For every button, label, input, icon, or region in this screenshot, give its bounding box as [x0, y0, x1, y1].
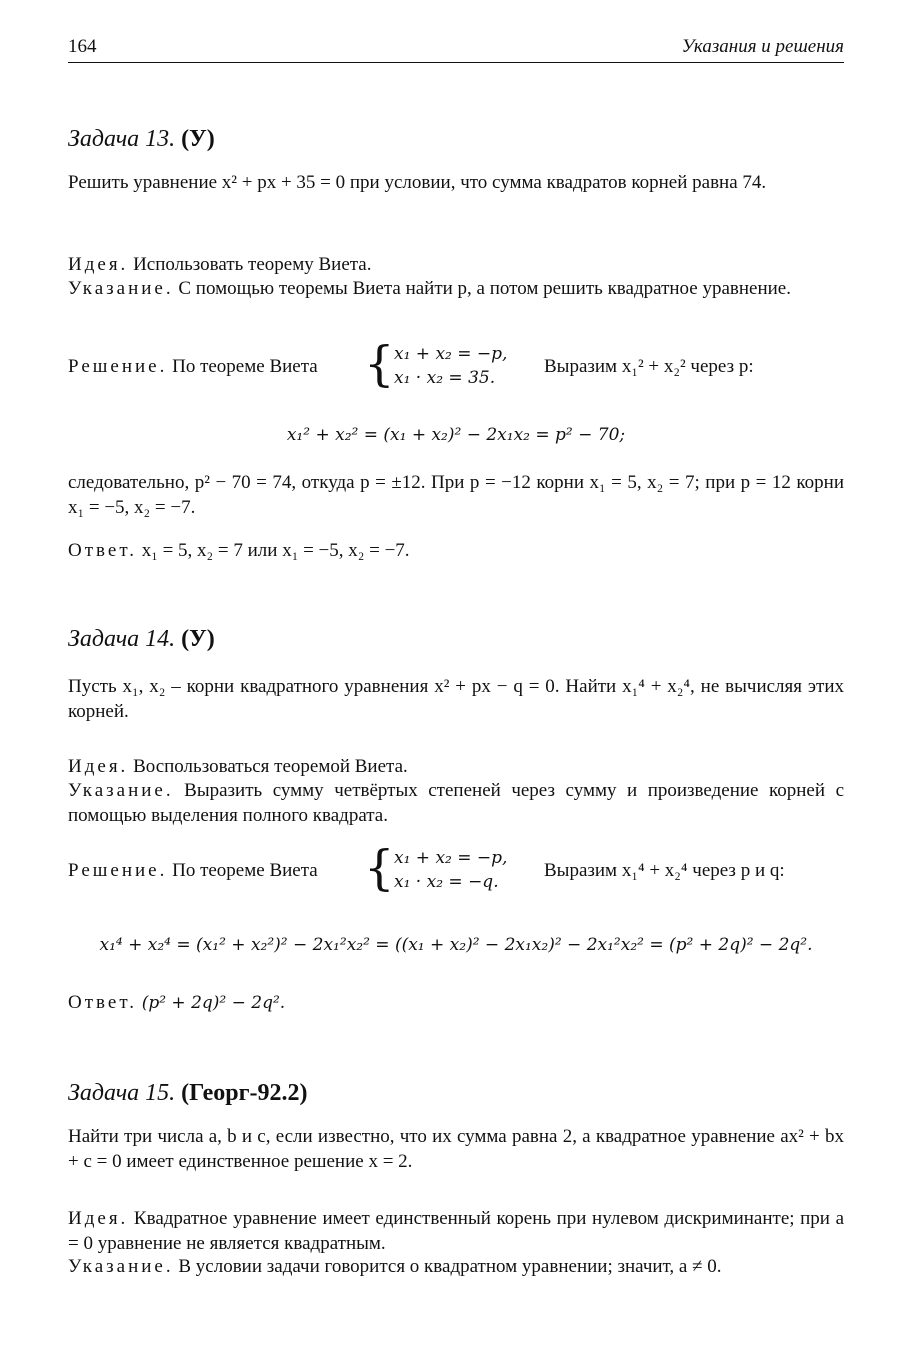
hint-label: Указание.	[68, 278, 174, 299]
running-title: Указания и решения	[681, 36, 844, 57]
problem-14-formula-text: x₁⁴ + x₂⁴ = (x₁² + x₂²)² − 2x₁²x₂² = ((x₁ + x₂)² − 2x₁x₂)² − 2x₁²x₂² = (p² + 2q)² − 2q².	[99, 935, 813, 955]
problem-15-title-prefix: Задача 15.	[68, 1080, 176, 1106]
problem-14-formula	[68, 934, 844, 956]
problem-13-system-eq-1: x₁ + x₂ = −p,	[394, 344, 508, 364]
problem-13-title-tag: (У)	[181, 126, 215, 152]
problem-14-title	[68, 626, 215, 653]
problem-13-hint-text: С помощью теоремы Виета найти p, а потом решить квадратное уравнение.	[178, 278, 791, 299]
problem-13-statement: Решить уравнение x² + px + 35 = 0 при условии, что сумма квадратов корней равна 74.	[68, 172, 767, 193]
problem-14-solution-lead-text: По теореме Виета	[172, 860, 318, 881]
problem-14-hint	[68, 778, 844, 828]
problem-13-idea-text: Использовать теорему Виета.	[133, 254, 372, 275]
idea-label: Идея.	[68, 1208, 129, 1229]
problem-13-system-eq-2: x₁ · x₂ = 35.	[394, 368, 496, 388]
problem-14-hint-text: Выразить сумму четвёртых степеней через сумму и произведение корней с помощью выделения полного квадрата.	[68, 780, 844, 826]
problem-15-title	[68, 1080, 307, 1107]
problem-14-title-tag: (У)	[181, 626, 215, 652]
problem-14-idea-text: Воспользоваться теоремой Виета.	[133, 756, 408, 777]
problem-13-title-prefix: Задача 13.	[68, 126, 176, 152]
problem-14-answer-text: (p² + 2q)² − 2q².	[141, 993, 286, 1013]
solution-label: Решение.	[68, 860, 168, 881]
problem-14-title-prefix: Задача 14.	[68, 626, 176, 652]
solution-label: Решение.	[68, 356, 168, 377]
page-header	[68, 36, 844, 63]
problem-13-hint	[68, 276, 844, 301]
problem-14-idea	[68, 754, 844, 779]
problem-15-statement: Найти три числа a, b и c, если известно, что их сумма равна 2, а квадратное уравнение ax² + bx + c = 0 имеет единственное решение x = 2.	[68, 1126, 844, 1172]
problem-15-hint	[68, 1254, 844, 1279]
problem-13-formula	[68, 424, 844, 446]
idea-label: Идея.	[68, 254, 129, 275]
problem-15-hint-text: В условии задачи говорится о квадратном уравнении; значит, a ≠ 0.	[178, 1256, 722, 1277]
answer-label: Ответ.	[68, 992, 137, 1013]
problem-14-system-eq-1: x₁ + x₂ = −p,	[394, 848, 508, 868]
problem-14-solution-lead	[68, 860, 318, 882]
left-brace-icon: {	[364, 840, 395, 896]
hint-label: Указание.	[68, 1256, 174, 1277]
problem-13-formula-text: x₁² + x₂² = (x₁ + x₂)² − 2x₁x₂ = p² − 70;	[286, 425, 626, 445]
problem-13-continuation: следовательно, p² − 70 = 74, откуда p = ±12. При p = −12 корни x₁ = 5, x₂ = 7; при p = 12 корни x₁ = −5, x₂ = −7.	[68, 472, 844, 518]
problem-14-answer	[68, 990, 844, 1016]
problem-13-title	[68, 126, 215, 153]
problem-13-answer-text: x₁ = 5, x₂ = 7 или x₁ = −5, x₂ = −7.	[141, 540, 410, 561]
answer-label: Ответ.	[68, 540, 137, 561]
idea-label: Идея.	[68, 756, 129, 777]
problem-13-idea	[68, 252, 844, 277]
left-brace-icon: {	[364, 336, 395, 392]
problem-13-solution-lead-text: По теореме Виета	[172, 356, 318, 377]
problem-15-idea-text: Квадратное уравнение имеет единственный корень при нулевом дискриминанте; при a = 0 уравнение не является квадратным.	[68, 1208, 845, 1254]
page-number: 164	[68, 36, 97, 57]
problem-14-solution-after: Выразим x₁⁴ + x₂⁴ через p и q:	[544, 860, 785, 881]
problem-15-title-tag: (Георг-92.2)	[181, 1080, 308, 1106]
problem-13-answer	[68, 538, 844, 563]
problem-14-statement: Пусть x₁, x₂ – корни квадратного уравнения x² + px − q = 0. Найти x₁⁴ + x₂⁴, не вычисляя этих корней.	[68, 676, 844, 722]
problem-13-solution-after: Выразим x₁² + x₂² через p:	[544, 356, 754, 377]
problem-13-solution-lead	[68, 356, 318, 378]
problem-15-idea	[68, 1206, 844, 1256]
problem-14-system-eq-2: x₁ · x₂ = −q.	[394, 872, 499, 892]
hint-label: Указание.	[68, 780, 174, 801]
